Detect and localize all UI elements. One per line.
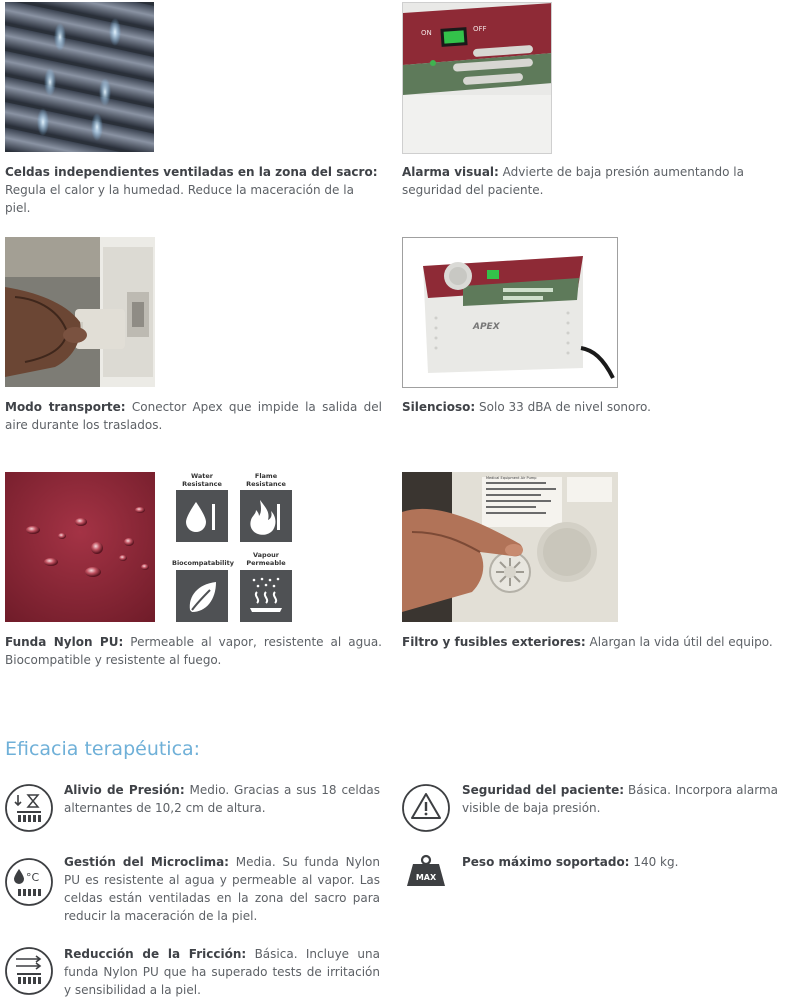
efficacy-pressure-relief: [64, 781, 380, 817]
pressure-relief-icon: [4, 783, 54, 833]
feature-text: Conector Apex que impide la salida del aire durante los traslados.: [5, 400, 382, 432]
efficacy-title: Alivio de Presión:: [64, 783, 185, 797]
efficacy-title: Peso máximo soportado:: [462, 855, 630, 869]
efficacy-title: Reducción de la Fricción:: [64, 947, 247, 961]
feature-text: Solo 33 dBA de nivel sonoro.: [479, 400, 651, 414]
feature-text: Regula el calor y la humedad. Reduce la maceración de la piel.: [5, 183, 354, 215]
filter-fuses-photo: [402, 472, 618, 622]
efficacy-text: Básica. Incorpora alarma visible de baja presión.: [462, 783, 778, 815]
section-title: Eficacia terapéutica:: [5, 738, 201, 760]
vapour-permeable-label: Vapour Permeable: [246, 551, 286, 567]
feature-title: Filtro y fusibles exteriores:: [402, 635, 586, 649]
feature-caption-4: [402, 398, 782, 416]
efficacy-max-weight: [462, 853, 778, 871]
water-resistance-badge: [176, 490, 228, 542]
feature-text: Advierte de baja presión aumentando la seguridad del paciente.: [402, 165, 744, 197]
water-drop-icon: [176, 490, 228, 542]
ventilated-cells-photo: [5, 2, 154, 152]
transport-mode-photo: [5, 237, 155, 387]
feature-caption-5: [5, 633, 382, 669]
warning-icon: [401, 783, 451, 833]
feature-title: Modo transporte:: [5, 400, 126, 414]
vapour-icon: [240, 570, 292, 622]
efficacy-text: Medio. Gracias a sus 18 celdas alternantes de 10,2 cm de altura.: [64, 783, 380, 815]
efficacy-text: Básica. Incluye una funda Nylon PU que ha superado tests de irritación y sensibilidad a la piel.: [64, 947, 380, 997]
efficacy-title: Seguridad del paciente:: [462, 783, 625, 797]
feature-title: Alarma visual:: [402, 165, 499, 179]
feature-caption-2: [402, 163, 782, 199]
microclimate-icon: [4, 857, 54, 907]
flame-icon: [240, 490, 292, 542]
feature-title: Funda Nylon PU:: [5, 635, 124, 649]
feature-title: Silencioso:: [402, 400, 476, 414]
silent-pump-photo: [402, 237, 618, 388]
weight-icon: [401, 852, 451, 902]
celsius-text: °C: [26, 871, 40, 884]
feature-text: Permeable al vapor, resistente al agua. Biocompatible y resistente al fuego.: [5, 635, 382, 667]
feature-title: Celdas independientes ventiladas en la zona del sacro:: [5, 165, 378, 179]
efficacy-title: Gestión del Microclima:: [64, 855, 229, 869]
visual-alarm-photo: [402, 2, 552, 154]
water-resistance-label: Water Resistance: [182, 472, 222, 488]
nylon-fabric-photo: [5, 472, 155, 622]
vapour-permeable-badge: [240, 570, 292, 622]
flame-resistance-badge: [240, 490, 292, 542]
apex-logo: APEX: [473, 322, 500, 332]
feature-caption-6: [402, 633, 782, 651]
efficacy-text: Media. Su funda Nylon PU es resistente al agua y permeable al vapor. Las celdas están ventiladas en la zona del sacro para reducir la maceración de la piel.: [64, 855, 380, 923]
power-on-label: ON: [421, 29, 432, 37]
efficacy-text: 140 kg.: [633, 855, 679, 869]
efficacy-microclimate: [64, 853, 380, 925]
efficacy-patient-safety: [462, 781, 778, 817]
feature-caption-1: [5, 163, 382, 217]
pump-label-text: Medical Equipment Air Pump: [486, 476, 537, 480]
feature-text: Alargan la vida útil del equipo.: [589, 635, 773, 649]
biocompatibility-label: Biocompatability: [172, 559, 234, 567]
efficacy-friction: [64, 945, 380, 999]
leaf-icon: [176, 570, 228, 622]
biocompatibility-badge: [176, 570, 228, 622]
feature-caption-3: [5, 398, 382, 434]
power-off-label: OFF: [473, 25, 487, 33]
friction-icon: [4, 946, 54, 996]
flame-resistance-label: Flame Resistance: [246, 472, 286, 488]
max-text: MAX: [415, 873, 437, 882]
